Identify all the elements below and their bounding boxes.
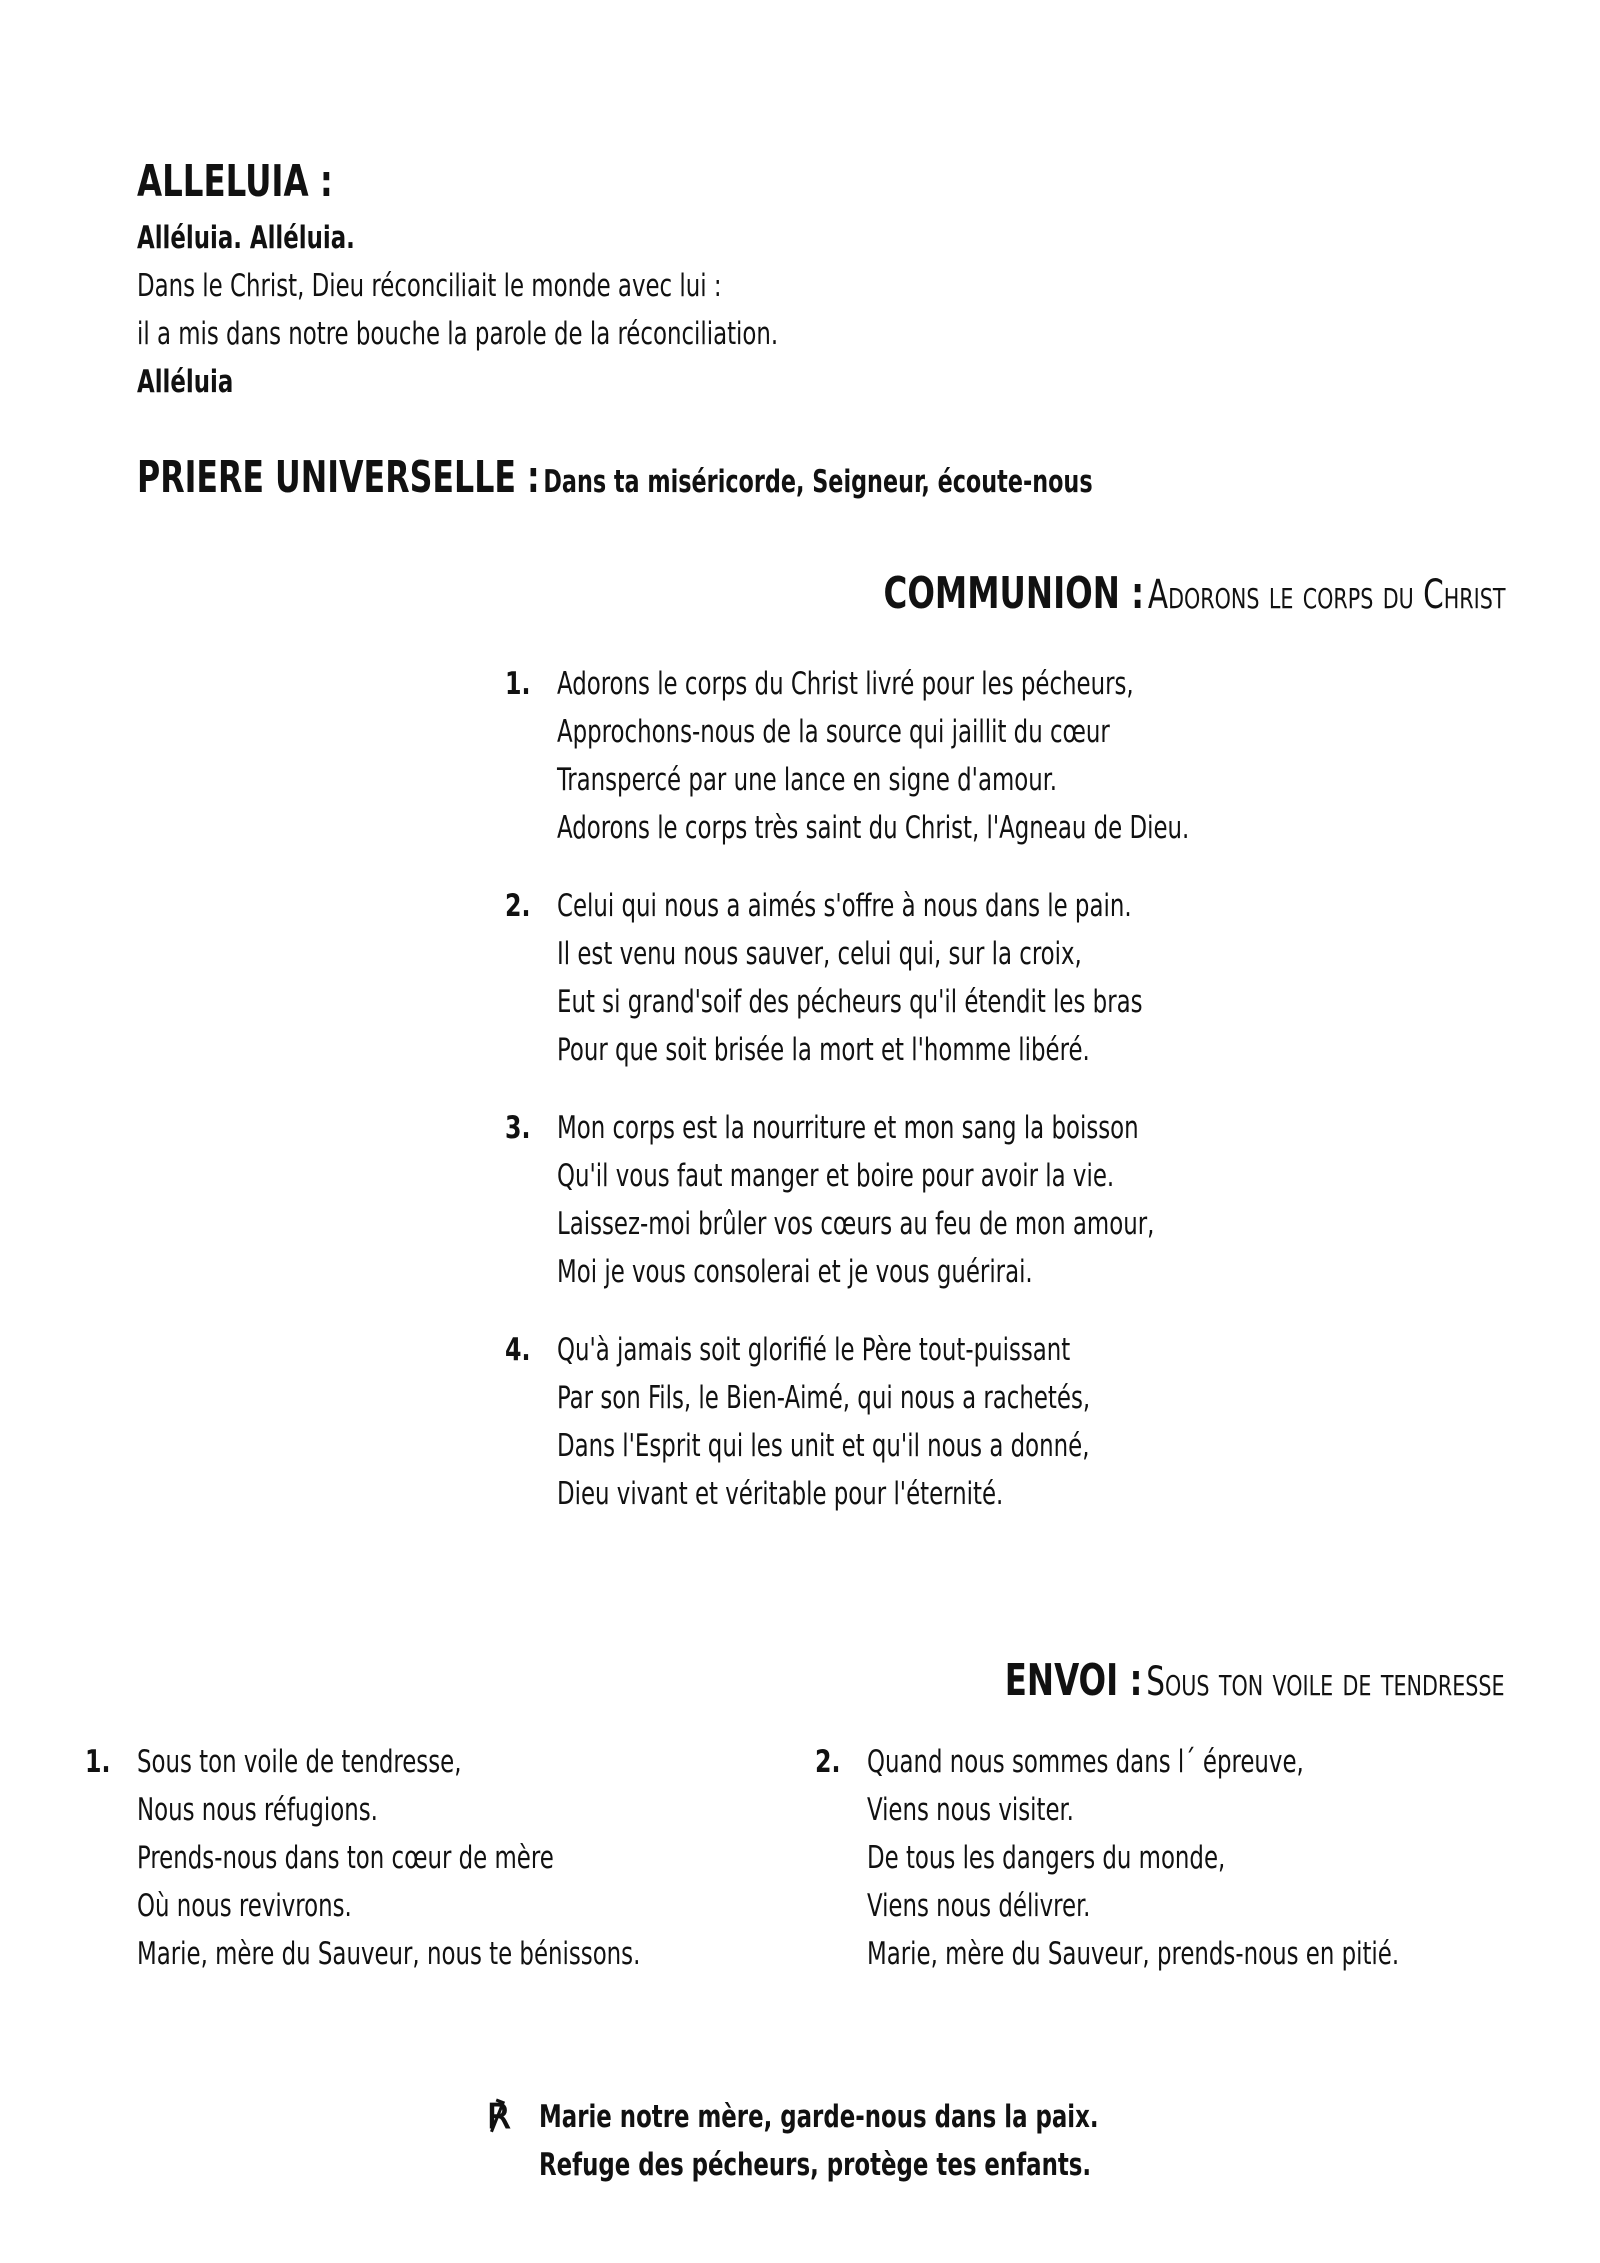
verse-line: Laissez-moi brûler vos cœurs au feu de mon amour, <box>557 1206 1155 1242</box>
alleluia-section <box>137 150 1437 406</box>
communion-title: COMMUNION : <box>883 568 1144 619</box>
alleluia-line: il a mis dans notre bouche la parole de la réconciliation. <box>137 316 779 352</box>
verse-number: 3. <box>505 1110 531 1146</box>
verse-line: De tous les dangers du monde, <box>867 1840 1226 1876</box>
envoi-title: ENVOI : <box>1005 1655 1143 1706</box>
verse-line: Qu'il vous faut manger et boire pour avoir la vie. <box>557 1158 1115 1194</box>
envoi-verse <box>85 1738 751 1978</box>
envoi-subtitle: Sous ton voile de tendresse <box>1146 1659 1505 1705</box>
communion-verse <box>505 660 1505 852</box>
verse-line: Adorons le corps très saint du Christ, l'Agneau de Dieu. <box>557 810 1190 846</box>
verse-line: Sous ton voile de tendresse, <box>137 1744 462 1780</box>
alleluia-line: Alléluia <box>137 364 234 400</box>
verse-line: Pour que soit brisée la mort et l'homme libéré. <box>557 1032 1090 1068</box>
priere-response: Dans ta miséricorde, Seigneur, écoute-nous <box>543 464 1093 500</box>
verse-line: Viens nous visiter. <box>867 1792 1074 1828</box>
verse-line: Dans l'Esprit qui les unit et qu'il nous a donné, <box>557 1428 1090 1464</box>
verse-line: Prends-nous dans ton cœur de mère <box>137 1840 554 1876</box>
communion-verse <box>505 1104 1505 1296</box>
verse-line: Celui qui nous a aimés s'offre à nous dans le pain. <box>557 888 1132 924</box>
alleluia-line: Alléluia. Alléluia. <box>137 220 355 256</box>
verse-line: Transpercé par une lance en signe d'amour. <box>557 762 1058 798</box>
verse-line: Nous nous réfugions. <box>137 1792 378 1828</box>
communion-verse <box>505 1326 1505 1518</box>
refrain-line: Marie notre mère, garde-nous dans la paix. <box>539 2099 1099 2135</box>
verse-line: Adorons le corps du Christ livré pour les pécheurs, <box>557 666 1134 702</box>
priere-universelle-section <box>137 452 1093 503</box>
verse-number: 1. <box>85 1744 111 1780</box>
alleluia-title: ALLELUIA : <box>137 156 333 207</box>
verse-number: 2. <box>815 1744 841 1780</box>
verse-line: Approchons-nous de la source qui jaillit du cœur <box>557 714 1110 750</box>
verse-number: 2. <box>505 888 531 924</box>
verse-number: 1. <box>505 666 531 702</box>
verse-line: Viens nous délivrer. <box>867 1888 1091 1924</box>
alleluia-line: Dans le Christ, Dieu réconciliait le monde avec lui : <box>137 268 722 304</box>
refrain-line: Refuge des pécheurs, protège tes enfants. <box>539 2147 1092 2183</box>
verse-line: Où nous revivrons. <box>137 1888 352 1924</box>
communion-subtitle: Adorons le corps du Christ <box>1147 572 1505 618</box>
envoi-refrain <box>487 2093 1221 2189</box>
verse-line: Il est venu nous sauver, celui qui, sur la croix, <box>557 936 1082 972</box>
verse-line: Eut si grand'soif des pécheurs qu'il étendit les bras <box>557 984 1143 1020</box>
verse-line: Quand nous sommes dans l´ épreuve, <box>867 1744 1304 1780</box>
verse-line: Dieu vivant et véritable pour l'éternité. <box>557 1476 1004 1512</box>
communion-verses <box>505 660 1505 1548</box>
communion-heading <box>883 568 1505 619</box>
verse-line: Marie, mère du Sauveur, nous te bénissons. <box>137 1936 641 1972</box>
priere-title: PRIERE UNIVERSELLE : <box>137 452 540 503</box>
verse-line: Mon corps est la nourriture et mon sang la boisson <box>557 1110 1139 1146</box>
verse-line: Par son Fils, le Bien-Aimé, qui nous a rachetés, <box>557 1380 1091 1416</box>
response-symbol-icon: ℟ <box>487 2097 511 2137</box>
envoi-verse <box>815 1738 1516 1978</box>
verse-line: Qu'à jamais soit glorifié le Père tout-puissant <box>557 1332 1071 1368</box>
envoi-heading <box>1005 1655 1505 1706</box>
communion-verse <box>505 882 1505 1074</box>
verse-number: 4. <box>505 1332 531 1368</box>
verse-line: Marie, mère du Sauveur, prends-nous en pitié. <box>867 1936 1400 1972</box>
verse-line: Moi je vous consolerai et je vous guérirai. <box>557 1254 1033 1290</box>
envoi-verse-column <box>85 1738 751 2008</box>
envoi-verse-column <box>815 1738 1516 2008</box>
